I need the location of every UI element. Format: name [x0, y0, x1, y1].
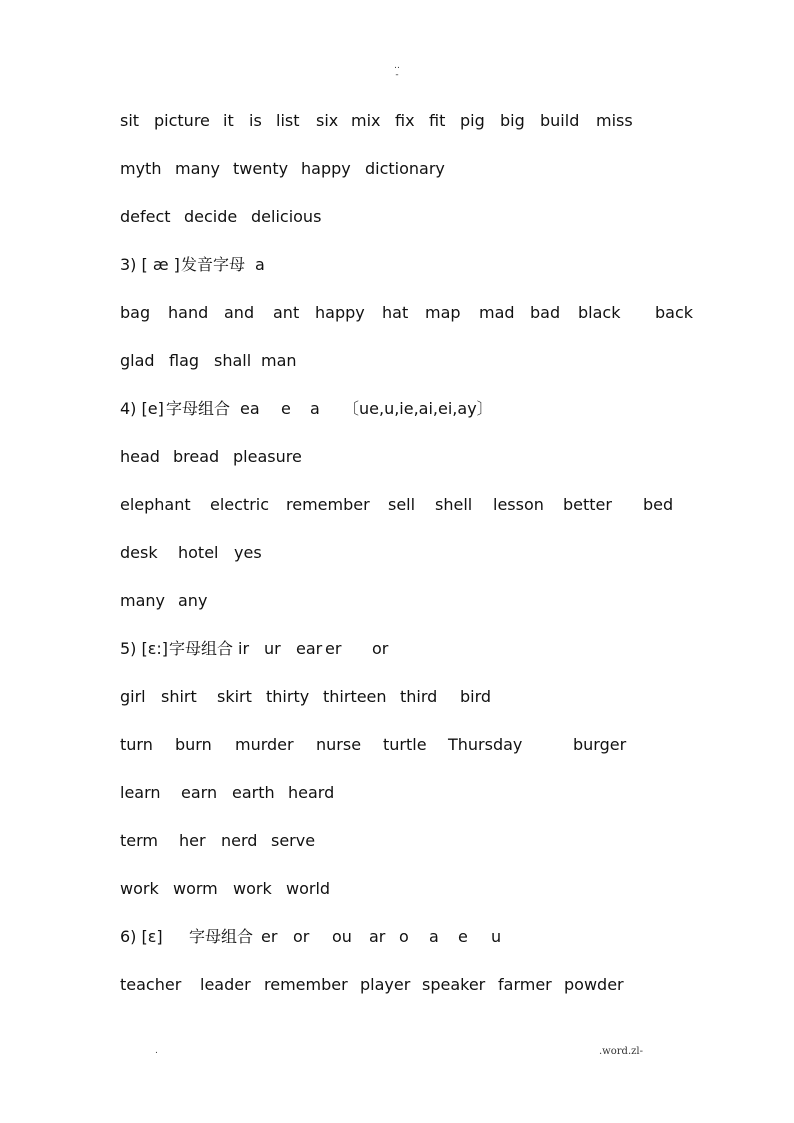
word: leader — [200, 975, 251, 994]
word: a — [255, 255, 265, 274]
word: a — [310, 399, 320, 418]
word: e — [281, 399, 291, 418]
footer-left-mark: . — [155, 1046, 158, 1056]
word: twenty — [233, 159, 289, 178]
word: big — [500, 111, 525, 130]
word: bag — [120, 303, 151, 322]
word: remember — [264, 975, 348, 994]
word: it — [223, 111, 234, 130]
word: man — [261, 351, 297, 370]
word: ea — [240, 399, 260, 418]
word: ir — [238, 639, 250, 658]
word: dictionary — [365, 159, 445, 178]
word: delicious — [251, 207, 322, 226]
word: third — [400, 687, 438, 706]
word: 字母组合 — [189, 927, 254, 946]
word: fit — [429, 111, 446, 130]
word: remember — [286, 495, 370, 514]
word: ant — [273, 303, 300, 322]
word: farmer — [498, 975, 552, 994]
word: ou — [332, 927, 352, 946]
word: u — [491, 927, 502, 946]
word: speaker — [422, 975, 486, 994]
word: 发音字母 — [181, 255, 246, 274]
word: hat — [382, 303, 409, 322]
word: decide — [184, 207, 238, 226]
word: is — [249, 111, 262, 130]
word: ar — [369, 927, 386, 946]
word: learn — [120, 783, 161, 802]
word: powder — [564, 975, 624, 994]
word: picture — [154, 111, 210, 130]
word: bread — [173, 447, 220, 466]
word: list — [276, 111, 300, 130]
word: turn — [120, 735, 153, 754]
word: mad — [479, 303, 515, 322]
word: fix — [395, 111, 415, 130]
word: world — [286, 879, 331, 898]
word: girl — [120, 687, 146, 706]
word: nurse — [316, 735, 362, 754]
word: 4) [e] — [120, 399, 164, 418]
word: or — [293, 927, 310, 946]
word: burn — [175, 735, 212, 754]
word: earn — [181, 783, 218, 802]
word: happy — [301, 159, 351, 178]
word: hotel — [178, 543, 219, 562]
word: happy — [315, 303, 365, 322]
word: 5) [ɛ:] — [120, 639, 169, 658]
word: and — [224, 303, 255, 322]
word: many — [175, 159, 220, 178]
word: er — [261, 927, 278, 946]
word: work — [233, 879, 272, 898]
word: e — [458, 927, 468, 946]
word: pig — [460, 111, 485, 130]
word: her — [179, 831, 206, 850]
word: work — [120, 879, 159, 898]
word: shall — [214, 351, 252, 370]
word: glad — [120, 351, 155, 370]
word: 3) [ æ ] — [120, 255, 180, 274]
word: er — [325, 639, 342, 658]
word: miss — [596, 111, 633, 130]
word: six — [316, 111, 339, 130]
word: o — [399, 927, 409, 946]
footer-right-mark: .word.zl- — [599, 1046, 643, 1057]
word: a — [429, 927, 439, 946]
word: sell — [388, 495, 416, 514]
word: heard — [288, 783, 335, 802]
word: hand — [168, 303, 209, 322]
word: flag — [169, 351, 200, 370]
word: 〔ue,u,ie,ai,ei,ay〕 — [343, 399, 493, 418]
word: desk — [120, 543, 158, 562]
word: myth — [120, 159, 162, 178]
header-under-mark: - — [395, 70, 399, 80]
word: 字母组合 — [166, 399, 231, 418]
word: skirt — [217, 687, 252, 706]
word: better — [563, 495, 612, 514]
word: earth — [232, 783, 275, 802]
word: burger — [573, 735, 627, 754]
word: 6) [ɛ] — [120, 927, 163, 946]
word: yes — [234, 543, 262, 562]
word: bad — [530, 303, 561, 322]
word: shell — [435, 495, 473, 514]
word: turtle — [383, 735, 427, 754]
word: defect — [120, 207, 171, 226]
word: term — [120, 831, 158, 850]
word: worm — [173, 879, 218, 898]
word: Thursday — [448, 735, 523, 754]
word: many — [120, 591, 165, 610]
word: nerd — [221, 831, 258, 850]
word: electric — [210, 495, 270, 514]
word: sit — [120, 111, 140, 130]
word: or — [372, 639, 389, 658]
word: teacher — [120, 975, 182, 994]
word: player — [360, 975, 411, 994]
word: shirt — [161, 687, 197, 706]
word: serve — [271, 831, 316, 850]
word: ear — [296, 639, 323, 658]
word: pleasure — [233, 447, 302, 466]
word: any — [178, 591, 208, 610]
word: head — [120, 447, 160, 466]
word: ur — [264, 639, 281, 658]
word: back — [655, 303, 694, 322]
header-top-mark: .. — [394, 61, 400, 71]
word: thirty — [266, 687, 310, 706]
word: murder — [235, 735, 294, 754]
word: bird — [460, 687, 492, 706]
word: bed — [643, 495, 674, 514]
word: map — [425, 303, 461, 322]
word: thirteen — [323, 687, 387, 706]
word: elephant — [120, 495, 191, 514]
word: 字母组合 — [169, 639, 234, 658]
word: build — [540, 111, 580, 130]
word: black — [578, 303, 621, 322]
header-mark — [390, 62, 404, 80]
word: lesson — [493, 495, 544, 514]
word: mix — [351, 111, 381, 130]
